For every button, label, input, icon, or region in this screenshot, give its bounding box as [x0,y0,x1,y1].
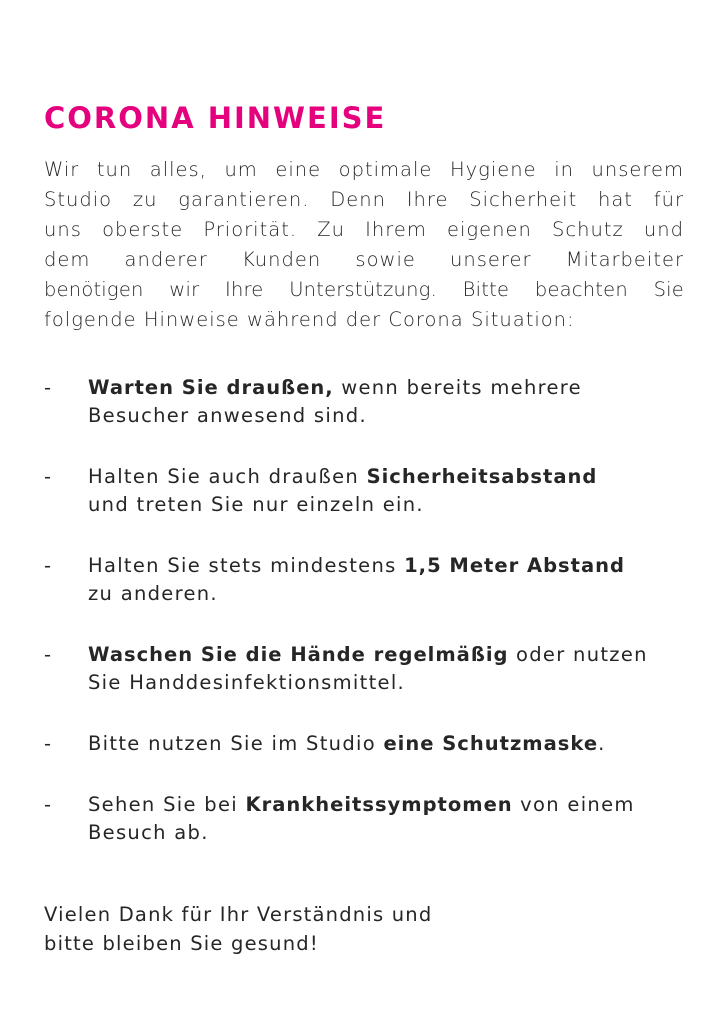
list-item [44,730,684,758]
bullet-pre: Halten Sie auch draußen [88,465,367,488]
list-item [44,552,684,608]
intro-line: Studio zu garantieren. Denn Ihre Sicherheit hat für [44,188,684,211]
bullet-dash: - [44,732,53,755]
closing-line: bitte bleiben Sie gesund! [44,932,319,955]
page-title: CORONA HINWEISE [44,101,387,135]
bullet-bold: Krankheitssymptomen [245,793,513,816]
intro-line: uns oberste Priorität. Zu Ihrem eigenen Schutz und [44,218,684,241]
intro-line: benötigen wir Ihre Unterstützung. Bitte beachten Sie [44,278,684,301]
bullet-line2: Besucher anwesend sind. [88,404,367,427]
bullet-dash: - [44,643,53,666]
bullet-bold: Warten Sie draußen, [88,376,334,399]
bullet-post: wenn bereits mehrere [333,376,582,399]
closing-line: Vielen Dank für Ihr Verständnis und [44,903,433,926]
closing-text [44,900,432,958]
bullet-pre: Bitte nutzen Sie im Studio [88,732,384,755]
list-item [44,374,684,430]
intro-line: dem anderer Kunden sowie unserer Mitarbeiter [44,248,684,271]
hints-list [44,374,684,880]
notice-page [44,98,684,955]
intro-line: folgende Hinweise während der Corona Situation: [44,308,575,331]
list-item [44,791,684,847]
intro-line: Wir tun alles, um eine optimale Hygiene in unserem [44,158,684,181]
bullet-bold: Sicherheitsabstand [366,465,598,488]
bullet-dash: - [44,376,53,399]
list-item [44,463,684,519]
bullet-line2: Besuch ab. [88,821,209,844]
bullet-line2: und treten Sie nur einzeln ein. [88,493,424,516]
bullet-dash: - [44,465,53,488]
bullet-post: oder nutzen [508,643,648,666]
bullet-bold: Waschen Sie die Hände regelmäßig [88,643,509,666]
bullet-line2: zu anderen. [88,582,218,605]
bullet-line2: Sie Handdesinfektionsmittel. [88,671,406,694]
intro-paragraph [44,155,684,335]
bullet-pre: Halten Sie stets mindestens [88,554,405,577]
bullet-bold: 1,5 Meter Abstand [404,554,625,577]
bullet-post: von einem [512,793,635,816]
bullet-post: . [598,732,606,755]
bullet-dash: - [44,793,53,816]
bullet-pre: Sehen Sie bei [88,793,246,816]
bullet-dash: - [44,554,53,577]
list-item [44,641,684,697]
bullet-bold: eine Schutzmaske [383,732,599,755]
